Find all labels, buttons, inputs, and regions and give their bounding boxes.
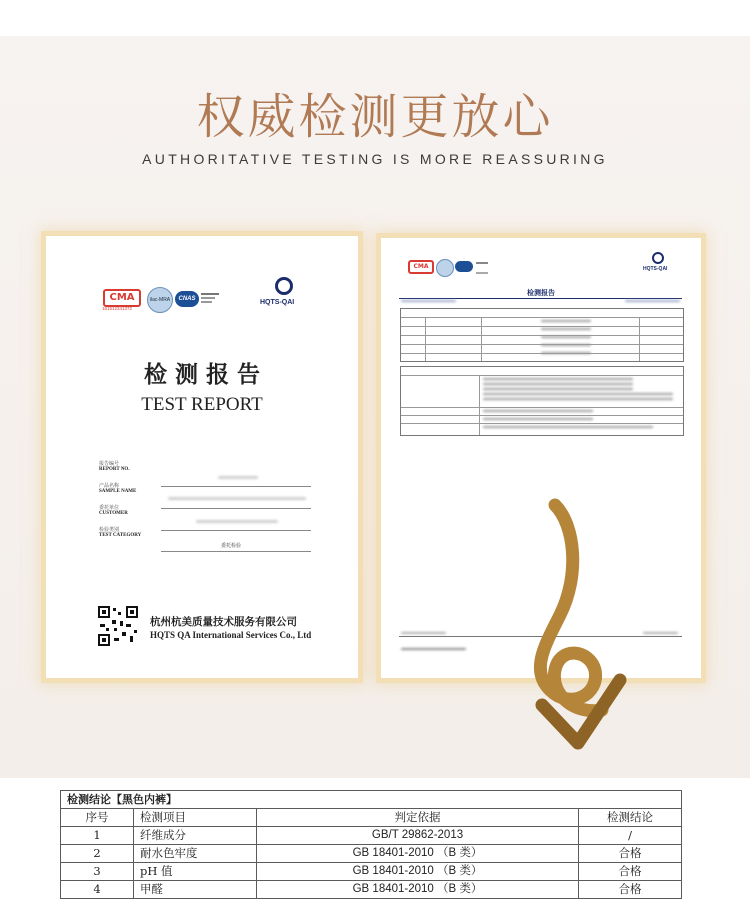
page-title: 权威检测更放心 xyxy=(196,89,554,145)
cell-no: 1 xyxy=(61,827,134,845)
cell-item: 纤维成分 xyxy=(134,827,257,845)
cell-item: pH 值 xyxy=(134,863,257,881)
mini-summary-table xyxy=(400,308,684,362)
table-row xyxy=(61,863,682,881)
cell-result: 合格 xyxy=(579,845,682,863)
blurred-report-no xyxy=(218,476,258,479)
blurred-footer-right xyxy=(643,632,678,634)
cnas-logo: CNAS xyxy=(175,291,199,307)
field-line xyxy=(161,530,311,531)
field-test-category: 检验类别 TEST CATEGORY xyxy=(99,528,142,538)
hqts-logo-text-small: HQTS-QAI xyxy=(643,266,668,272)
cover-heading-en: TEST REPORT xyxy=(141,394,263,415)
cover-heading-cn: 检 测 报 告 xyxy=(143,361,261,388)
cell-basis: GB 18401-2010 （B 类） xyxy=(257,881,579,899)
blurred-sample-name xyxy=(168,497,306,500)
blurred-report-number xyxy=(401,300,456,302)
blurred-report-date xyxy=(625,300,680,302)
header-item: 检测项目 xyxy=(134,809,257,827)
cell-result: / xyxy=(579,827,682,845)
header-no: 序号 xyxy=(61,809,134,827)
company-name-cn: 杭州杭美质量技术服务有限公司 xyxy=(150,616,297,628)
hqts-logo-icon-small xyxy=(652,252,664,264)
blurred-customer xyxy=(196,520,278,523)
mini-standards-table xyxy=(400,366,684,436)
test-category-value: 委托检验 xyxy=(221,543,242,549)
cnas-text-small xyxy=(476,262,488,274)
cell-basis: GB 18401-2010 （B 类） xyxy=(257,863,579,881)
cma-logo-small: CMA xyxy=(408,260,434,274)
result-table-caption: 检测结论【黑色内裤】 xyxy=(61,791,682,809)
cell-no: 2 xyxy=(61,845,134,863)
blurred-footer-left xyxy=(401,632,446,634)
header-basis: 判定依据 xyxy=(257,809,579,827)
ilac-logo-small xyxy=(436,259,454,277)
title-rule xyxy=(399,298,682,299)
field-sample-name: 产品名称 SAMPLE NAME xyxy=(99,484,137,494)
cell-basis: GB/T 29862-2013 xyxy=(257,827,579,845)
qr-code xyxy=(98,606,138,646)
result-table xyxy=(60,790,682,899)
field-line xyxy=(161,551,311,552)
report-cover-image xyxy=(46,236,358,678)
cell-basis: GB 18401-2010 （B 类） xyxy=(257,845,579,863)
company-name-en: HQTS QA International Services Co., Ltd xyxy=(150,630,312,640)
field-line xyxy=(161,486,311,487)
cnas-logo-small xyxy=(455,261,473,272)
ilac-logo: ilac-MRA xyxy=(147,287,173,313)
cma-logo: CMA xyxy=(103,289,141,307)
top-band xyxy=(0,0,750,36)
hqts-logo-text: HQTS-QAI xyxy=(260,299,295,306)
header-result: 检测结论 xyxy=(579,809,682,827)
field-line xyxy=(161,508,311,509)
blurred-footer-company xyxy=(401,648,466,650)
page-subtitle: AUTHORITATIVE TESTING IS MORE REASSURING xyxy=(142,151,608,167)
cell-result: 合格 xyxy=(579,863,682,881)
cover-fields xyxy=(99,460,319,548)
cell-result: 合格 xyxy=(579,881,682,899)
report-page-title: 检测报告 xyxy=(527,290,555,297)
cell-no: 4 xyxy=(61,881,134,899)
cma-number: 161512341372 xyxy=(102,306,133,311)
cell-item: 甲醛 xyxy=(134,881,257,899)
table-row xyxy=(61,827,682,845)
cell-no: 3 xyxy=(61,863,134,881)
cnas-text xyxy=(201,292,219,305)
table-row xyxy=(61,845,682,863)
table-header-row xyxy=(61,809,682,827)
field-report-no: 报告编号 REPORT NO. xyxy=(99,462,130,472)
table-row xyxy=(61,881,682,899)
curly-arrow-icon xyxy=(520,495,635,765)
field-customer: 委托单位 CUSTOMER xyxy=(99,506,128,516)
cell-item: 耐水色牢度 xyxy=(134,845,257,863)
hqts-logo-icon xyxy=(275,277,293,295)
